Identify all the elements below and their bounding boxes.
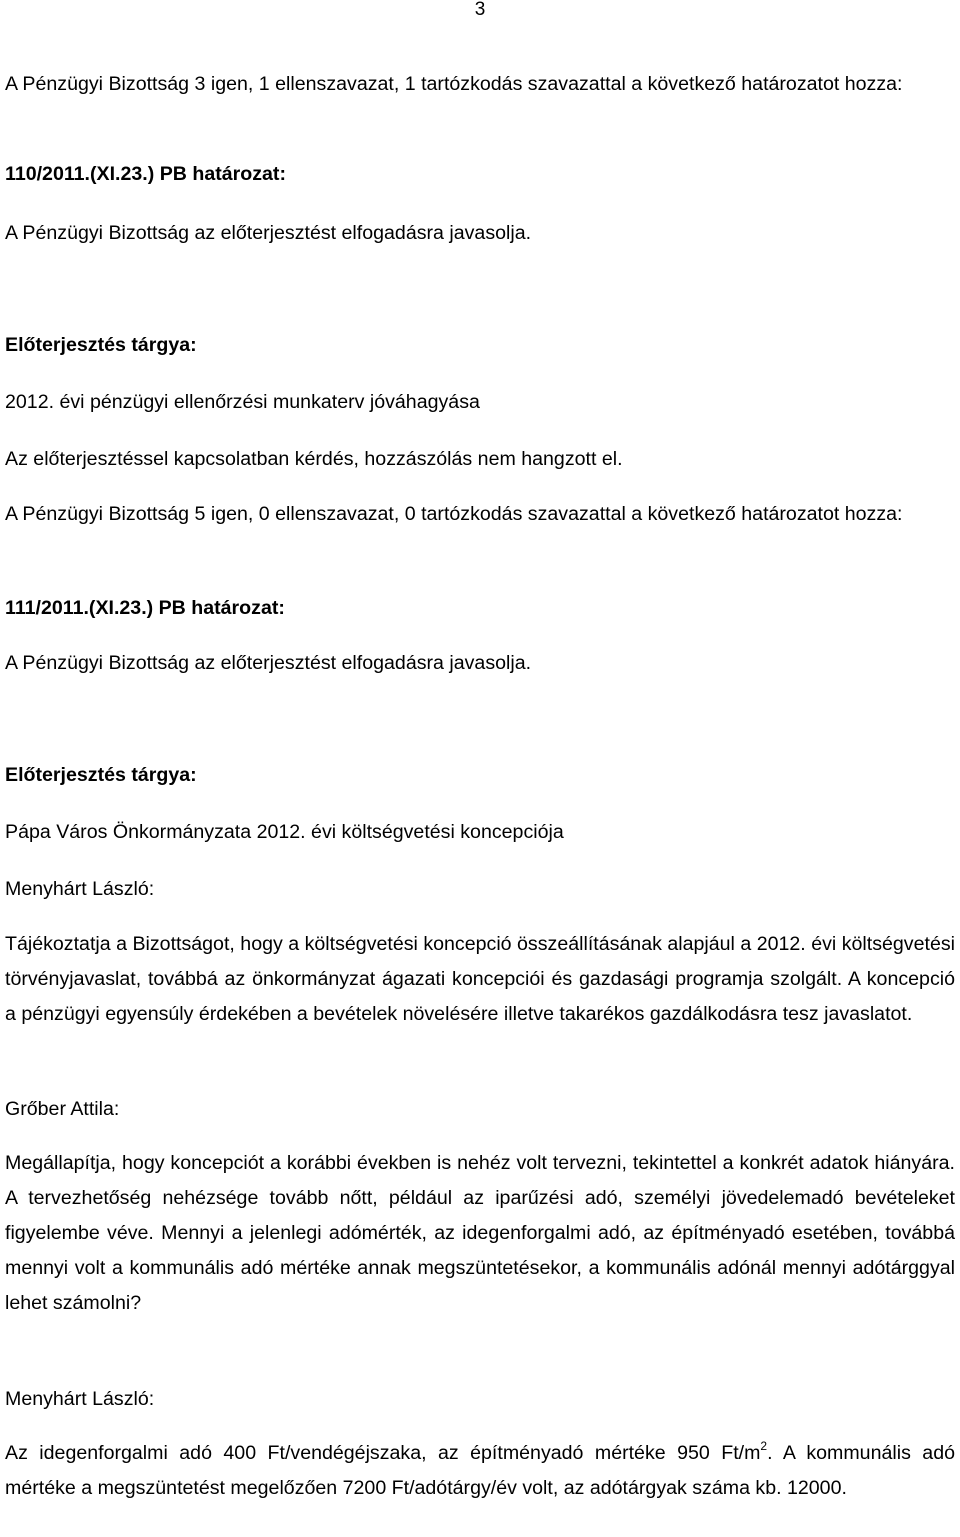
no-questions-paragraph: Az előterjesztéssel kapcsolatban kérdés, hozzászólás nem hangzott el. bbox=[5, 448, 623, 470]
speaker-1-name: Menyhárt László: bbox=[5, 878, 155, 900]
page-number: 3 bbox=[474, 0, 486, 20]
superscript-2: 2 bbox=[760, 1439, 768, 1453]
subject-2-text: Pápa Város Önkormányzata 2012. évi költségvetési koncepciója bbox=[5, 821, 564, 843]
speaker-3-name: Menyhárt László: bbox=[5, 1388, 155, 1410]
subject-1-label: Előterjesztés tárgya: bbox=[5, 334, 197, 356]
subject-2-label: Előterjesztés tárgya: bbox=[5, 764, 197, 786]
speaker-3-statement bbox=[5, 1436, 955, 1506]
resolution-2-title: 111/2011.(XI.23.) PB határozat: bbox=[5, 597, 285, 619]
speaker-2-name: Grőber Attila: bbox=[5, 1098, 120, 1120]
vote-paragraph-1: A Pénzügyi Bizottság 3 igen, 1 ellenszavazat, 1 tartózkodás szavazattal a következő határozatot hozza: bbox=[5, 73, 903, 95]
subject-1-text: 2012. évi pénzügyi ellenőrzési munkaterv jóváhagyása bbox=[5, 391, 480, 413]
resolution-1-text: A Pénzügyi Bizottság az előterjesztést elfogadásra javasolja. bbox=[5, 222, 532, 244]
resolution-1-title: 110/2011.(XI.23.) PB határozat: bbox=[5, 163, 286, 185]
resolution-2-text: A Pénzügyi Bizottság az előterjesztést elfogadásra javasolja. bbox=[5, 652, 532, 674]
vote-paragraph-2: A Pénzügyi Bizottság 5 igen, 0 ellenszavazat, 0 tartózkodás szavazattal a következő határozatot hozza: bbox=[5, 503, 903, 525]
statement-part-2: . A kommunális adó mértéke a megszüntetést megelőzően 7200 Ft/adótárgy/év volt, az adótárgyak száma kb. 12000. bbox=[5, 1442, 955, 1499]
speaker-2-statement: Megállapítja, hogy koncepciót a korábbi években is nehéz volt tervezni, tekintettel a konkrét adatok hiányára. A tervezhetőség nehézsége tovább nőtt, például az iparűzési adó, személyi jövedelemadó bevételeket figyelembe véve. Mennyi a jelenlegi adómérték, az idegenforgalmi adó, az építményadó esetében, továbbá mennyi volt a kommunális adó mértéke annak megszüntetésekor, a kommunális adónál mennyi adótárggyal lehet számolni? bbox=[5, 1152, 955, 1314]
statement-part-1: Az idegenforgalmi adó 400 Ft/vendégéjszaka, az építményadó mértéke 950 Ft/m bbox=[5, 1442, 761, 1464]
speaker-1-statement: Tájékoztatja a Bizottságot, hogy a költségvetési koncepció összeállításának alapjául a 2012. évi költségvetési törvényjavaslat, továbbá az önkormányzat ágazati koncepciói és gazdasági programja szolgált. A koncepció a pénzügyi egyensúly érdekében a bevételek növelésére illetve takarékos gazdálkodásra tesz javaslatot. bbox=[5, 933, 955, 1025]
